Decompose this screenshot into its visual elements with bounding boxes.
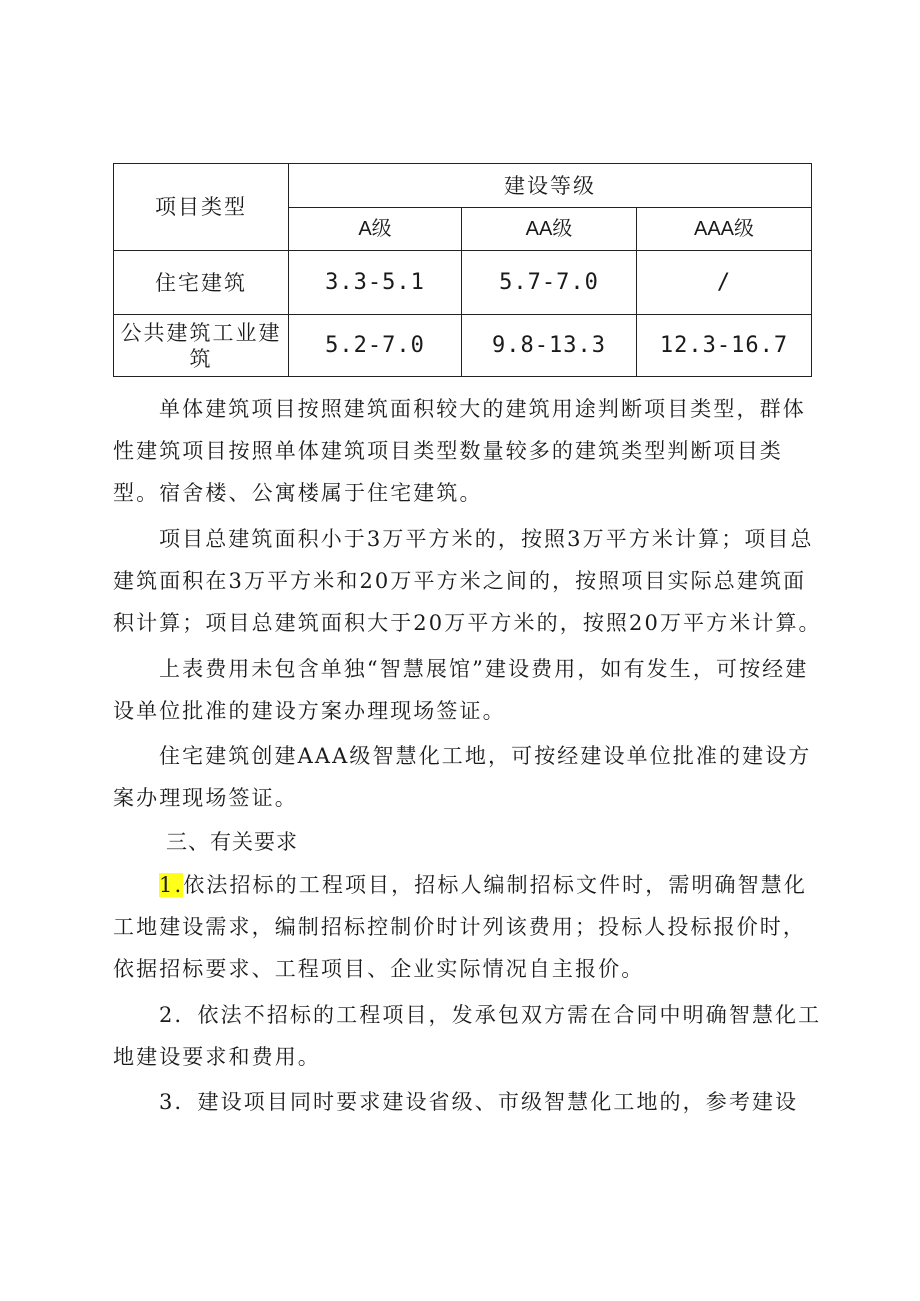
section-heading: 三、有关要求 — [166, 831, 298, 854]
header-grade-aaa: AAA级 — [637, 208, 812, 251]
row-label-public-industrial: 公共建筑工业建筑 — [114, 315, 289, 377]
cell-public-aa: 9.8-13.3 — [462, 315, 637, 377]
paragraph-text: 上表费用未包含单独“智慧展馆”建设费用，如有发生，可按经建设单位批准的建设方案办理现场签证。 — [113, 657, 809, 723]
paragraph-text: 住宅建筑创建AAA级智慧化工地，可按经建设单位批准的建设方案办理现场签证。 — [113, 744, 812, 810]
header-grade-aa: AA级 — [462, 208, 637, 251]
construction-grade-table — [113, 163, 812, 377]
paragraph-text: 单体建筑项目按照建筑面积较大的建筑用途判断项目类型，群体性建筑项目按照单体建筑项目类型数量较多的建筑类型判断项目类型。宿舍楼、公寓楼属于住宅建筑。 — [113, 397, 806, 505]
cell-public-a: 5.2-7.0 — [289, 315, 462, 377]
cell-residential-a: 3.3-5.1 — [289, 251, 462, 315]
table-row — [114, 315, 812, 377]
requirement-item-1 — [113, 864, 823, 990]
cell-public-aaa: 12.3-16.7 — [637, 315, 812, 377]
header-grade-a: A级 — [289, 208, 462, 251]
header-project-type: 项目类型 — [114, 164, 289, 251]
paragraph-text: 项目总建筑面积小于3万平方米的，按照3万平方米计算；项目总建筑面积在3万平方米和20万平方米之间的，按照项目实际总建筑面积计算；项目总建筑面积大于20万平方米的，按照20万平方米计算。 — [113, 527, 822, 635]
requirement-text: 3．建设项目同时要求建设省级、市级智慧化工地的，参考建设 — [159, 1090, 799, 1114]
row-label-residential: 住宅建筑 — [114, 251, 289, 315]
requirement-text: 依法招标的工程项目，招标人编制招标文件时，需明确智慧化工地建设需求，编制招标控制价时计列该费用；投标人投标报价时，依据招标要求、工程项目、企业实际情况自主报价。 — [113, 873, 807, 981]
header-grade-group: 建设等级 — [289, 164, 812, 208]
paragraph-aaa-residential — [113, 735, 823, 819]
paragraph-area-calculation — [113, 518, 823, 644]
table-row — [114, 251, 812, 315]
cell-residential-aa: 5.7-7.0 — [462, 251, 637, 315]
requirement-item-3 — [113, 1081, 823, 1123]
table-header-row — [114, 164, 812, 208]
paragraph-project-type-rule — [113, 388, 823, 514]
requirement-item-2 — [113, 994, 823, 1078]
paragraph-exhibition-hall-fee — [113, 648, 823, 732]
cell-residential-aaa: / — [637, 251, 812, 315]
requirement-text: 2．依法不招标的工程项目，发承包双方需在合同中明确智慧化工地建设要求和费用。 — [113, 1003, 822, 1069]
highlighted-item-number: 1. — [159, 873, 184, 897]
